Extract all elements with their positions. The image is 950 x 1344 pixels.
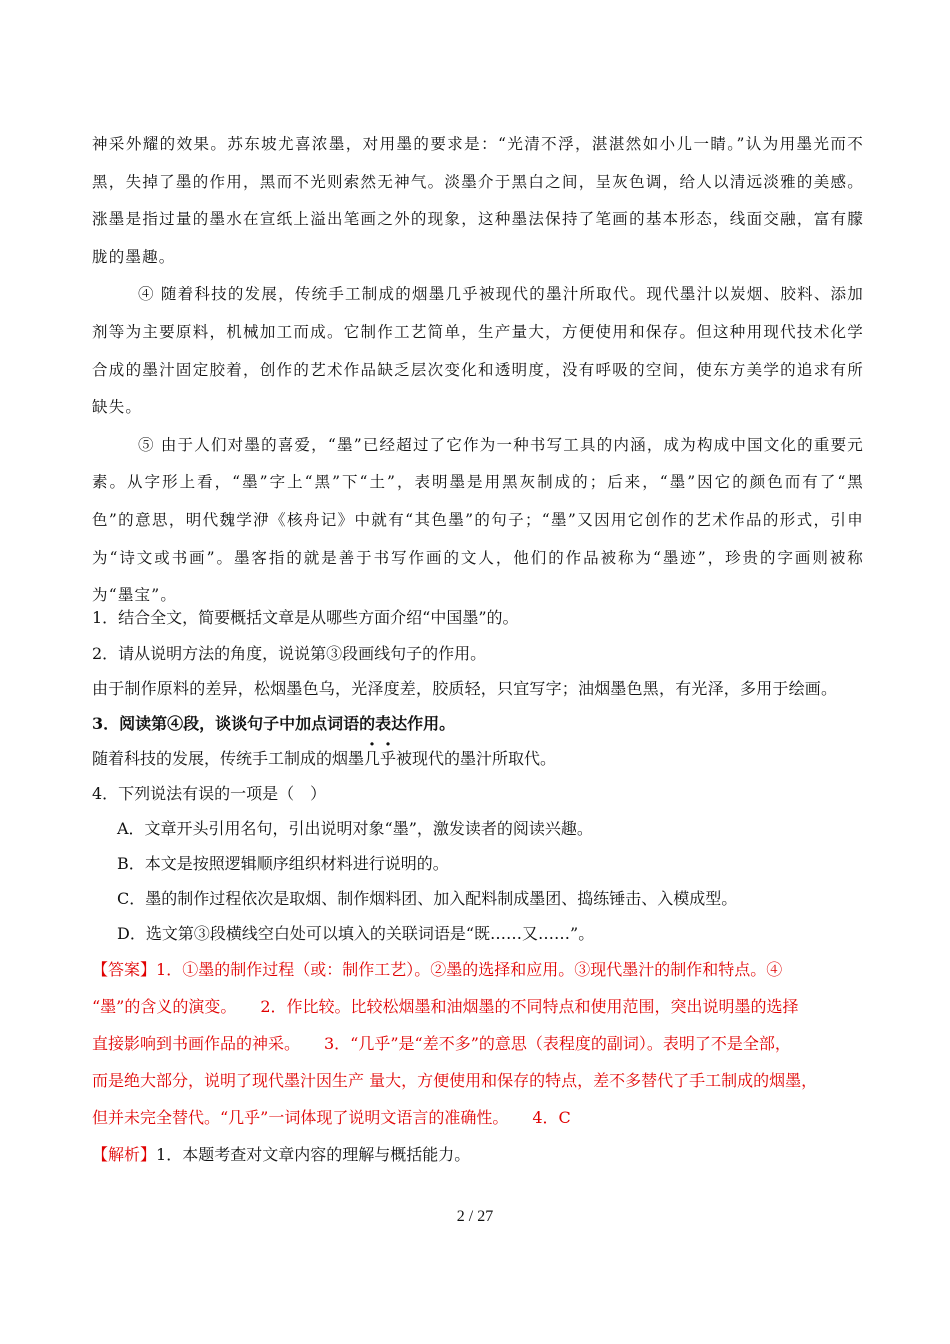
question-2: 2．请从说明方法的角度，说说第③段画线句子的作用。 (92, 644, 487, 663)
answer-line-3: 直接影响到书画作品的神采。 3．“几乎”是“差不多”的意思（表程度的副词）。表明了不是全部， (92, 1034, 791, 1053)
option-a: A．文章开头引用名句，引出说明对象“墨”，激发读者的阅读兴趣。 (117, 819, 593, 838)
article-body (92, 126, 864, 615)
question-3: 3．阅读第④段，谈谈句子中加点词语的表达作用。 (92, 714, 456, 733)
option-d: D．选文第③段横线空白处可以填入的关联词语是“既……又……”。 (117, 924, 595, 943)
question-3-quote (92, 741, 872, 776)
answer-line-1: 【答案】1．①墨的制作过程（或：制作工艺）。②墨的选择和应用。③现代墨汁的制作和特点。④ (92, 960, 783, 979)
answer-tag: 【答案】 (92, 960, 157, 979)
analysis-tag: 【解析】 (92, 1145, 157, 1164)
question-2-quote: 由于制作原料的差异，松烟墨色乌，光泽度差，胶质轻，只宜写字；油烟墨色黑，有光泽，多用于绘画。 (92, 679, 838, 698)
analysis-line: 【解析】1．本题考查对文章内容的理解与概括能力。 (92, 1145, 471, 1164)
paragraph-5: ⑤ 由于人们对墨的喜爱，“墨”已经超过了它作为一种书写工具的内涵，成为构成中国文化的重要元素。从字形上看，“墨”字上“黑”下“土”，表明墨是用黑灰制成的；后来，“墨”因它的颜色而有了“黑色”的意思，明代魏学洢《核舟记》中就有“其色墨”的句子；“墨”又因用它创作的艺术作品的形式，引申为“诗文或书画”。墨客指的就是善于书写作画的文人，他们的作品被称为“墨迹”，珍贵的字画则被称为“墨宝”。 (92, 435, 864, 605)
dotted-word-hu: 乎 (380, 749, 397, 768)
option-c: C．墨的制作过程依次是取烟、制作烟料团、加入配料制成墨团、捣练锤击、入模成型。 (117, 889, 738, 908)
paragraph-3-end: 神采外耀的效果。苏东坡尤喜浓墨，对用墨的要求是：“光清不浮，湛湛然如小儿一睛。”认为用墨光而不黑，失掉了墨的作用，黑而不光则索然无神气。淡墨介于黑白之间，呈灰色调，给人以清远淡雅的美感。涨墨是指过量的墨水在宣纸上溢出笔画之外的现象，这种墨法保持了笔画的基本形态，线面交融，富有朦胧的墨趣。 (92, 135, 864, 266)
quote-before: 随着科技的发展，传统手工制成的烟墨 (92, 749, 365, 768)
page-number: 2 / 27 (456, 1208, 494, 1225)
question-1: 1．结合全文，简要概括文章是从哪些方面介绍“中国墨”的。 (92, 608, 519, 627)
quote-after: 被现代的墨汁所取代。 (396, 749, 557, 768)
paragraph-4: ④ 随着科技的发展，传统手工制成的烟墨几乎被现代的墨汁所取代。现代墨汁以炭烟、胶料、添加剂等为主要原料，机械加工而成。它制作工艺简单，生产量大，方便使用和保存。但这种用现代技术化学合成的墨汁固定胶着，创作的艺术作品缺乏层次变化和透明度，没有呼吸的空间，使东方美学的追求有所缺失。 (92, 285, 864, 417)
answer-line-2: “墨”的含义的演变。 2．作比较。比较松烟墨和油烟墨的不同特点和使用范围，突出说明墨的选择 (92, 997, 799, 1016)
answer-line-4: 而是绝大部分，说明了现代墨汁因生产 量大，方便使用和保存的特点，差不多替代了手工制成的烟墨， (92, 1071, 818, 1090)
option-b: B．本文是按照逻辑顺序组织材料进行说明的。 (117, 854, 449, 873)
dotted-word-ji: 几 (364, 749, 381, 768)
question-4: 4．下列说法有误的一项是（ ） (92, 784, 327, 803)
answer-line-5: 但并未完全替代。“几乎”一词体现了说明文语言的准确性。 4．C (92, 1108, 571, 1127)
